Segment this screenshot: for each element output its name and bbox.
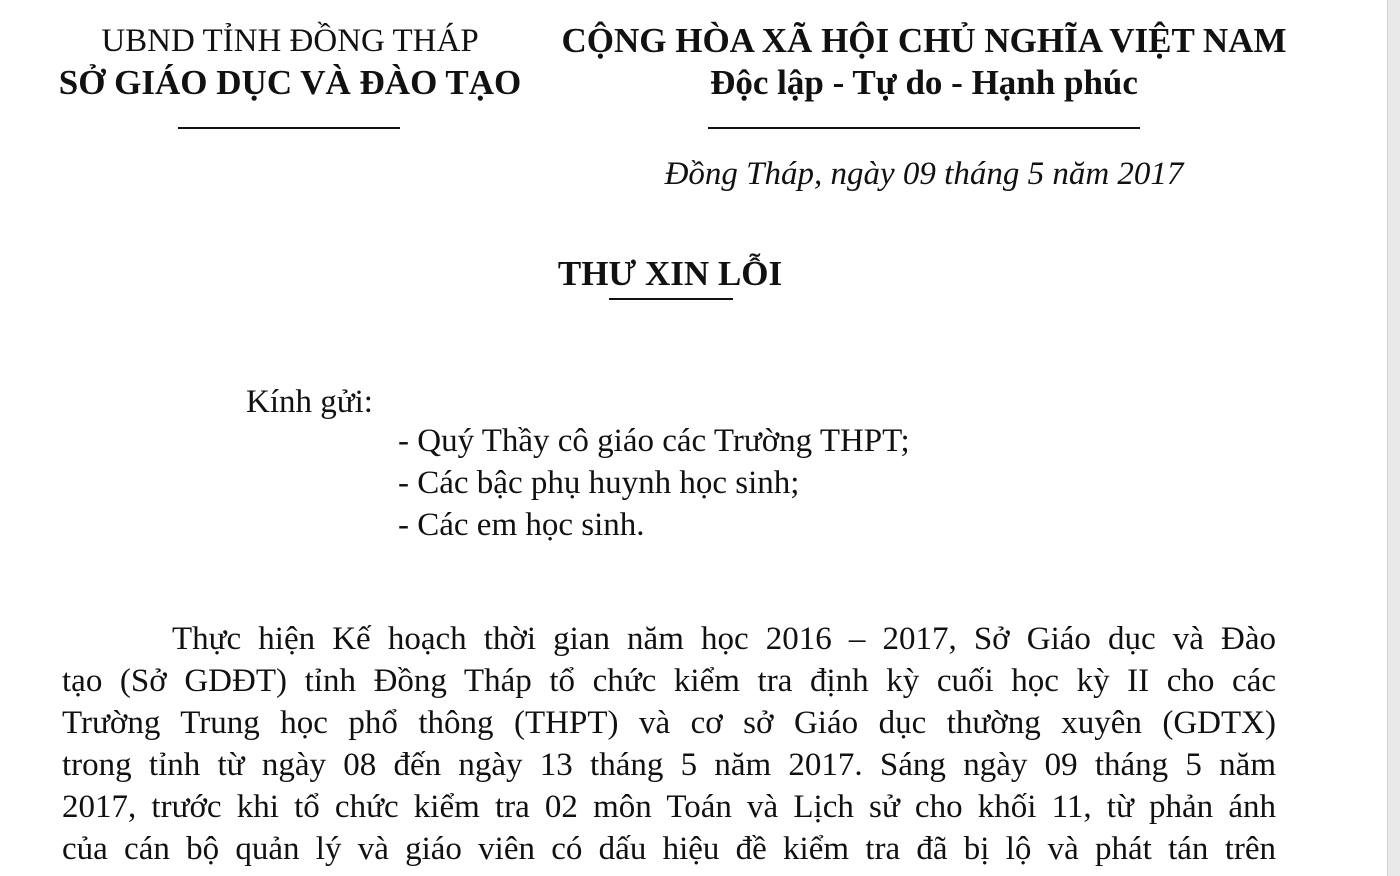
national-motto: Độc lập - Tự do - Hạnh phúc: [710, 63, 1138, 102]
title-underline: [609, 298, 733, 300]
body-line: tạo (Sở GDĐT) tỉnh Đồng Tháp tổ chức kiểm tra định kỳ cuối học kỳ II cho các: [62, 663, 1276, 699]
body-line: Trường Trung học phổ thông (THPT) và cơ sở Giáo dục thường xuyên (GDTX): [62, 705, 1276, 741]
body-line: của cán bộ quản lý và giáo viên có dấu hiệu đề kiểm tra đã bị lộ và phát tán trên: [62, 831, 1276, 867]
recipient-item: - Các em học sinh.: [398, 507, 645, 543]
national-header: [560, 20, 1288, 104]
body-line: 2017, trước khi tổ chức kiểm tra 02 môn Toán và Lịch sử cho khối 11, từ phản ánh: [62, 789, 1276, 825]
recipient-list: [398, 420, 910, 546]
body-line: trong tỉnh từ ngày 08 đến ngày 13 tháng 5 năm 2017. Sáng ngày 09 tháng 5 năm: [62, 747, 1276, 783]
document-title: THƯ XIN LỖI: [557, 254, 783, 293]
greeting: Kính gửi:: [246, 384, 373, 420]
viewer-edge: [1387, 0, 1400, 876]
issuer-province: UBND TỈNH ĐỒNG THÁP: [101, 23, 479, 59]
body-line: Thực hiện Kế hoạch thời gian năm học 2016 – 2017, Sở Giáo dục và Đào: [172, 621, 1276, 657]
body-paragraph: [62, 618, 1276, 870]
recipient-item: - Quý Thầy cô giáo các Trường THPT;: [398, 423, 910, 459]
place-date: Đồng Tháp, ngày 09 tháng 5 năm 2017: [664, 156, 1184, 192]
recipient-item: - Các bậc phụ huynh học sinh;: [398, 465, 800, 501]
issuer-underline: [178, 127, 400, 129]
issuer-department: SỞ GIÁO DỤC VÀ ĐÀO TẠO: [58, 63, 522, 102]
issuer-header: [40, 20, 540, 104]
motto-underline: [708, 127, 1140, 129]
national-name: CỘNG HÒA XÃ HỘI CHỦ NGHĨA VIỆT NAM: [561, 21, 1287, 60]
